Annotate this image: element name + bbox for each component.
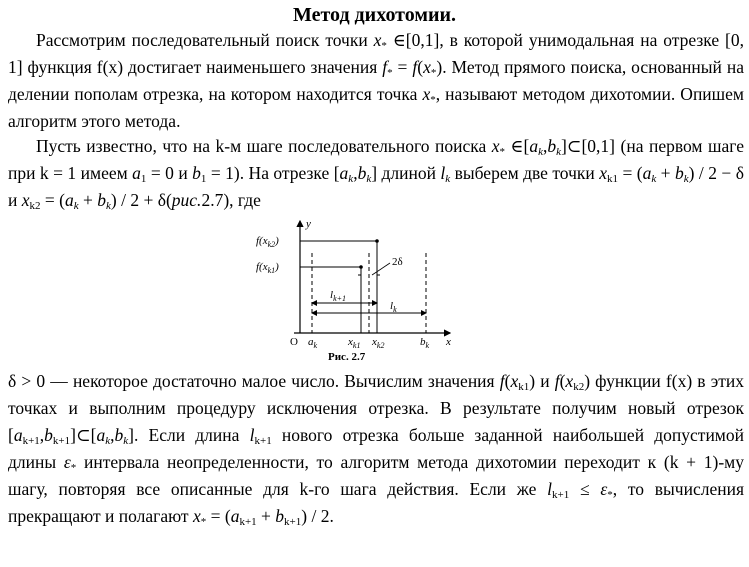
page-title: Метод дихотомии. xyxy=(292,4,457,26)
y-axis-label: y xyxy=(306,218,311,230)
xk1-label: $x_{k1}$ xyxy=(348,336,361,350)
lk1-label: $l_{k+1}$ xyxy=(330,289,347,303)
paragraph-procedure: δ > 0 — некоторое достаточно малое число. Вычислим значения $f(x_{k1})$ и $f(x_{k2})$ функции f(x) в этих точках и выполним процедуру исключения отрезка. В результате получим новый отрезок $[a_{k+1},b_{k+1}]\subset[a_k,b_k]$. Если длина $l_{k+1}$ нового отрезка больше заданной наибольшей допустимой длины $\varepsilon_*$ интервала неопределенности, то алгоритм метода дихотомии переходит к (k + 1)-му шагу, повторяя все описанные для k-го шага действия. Если же $l_{k+1} \le \varepsilon_*$, то вычисления прекращают и полагают $x_* = (a_{k+1} + b_{k+1}) / 2$. xyxy=(8,371,745,528)
xk2-label: $x_{k2}$ xyxy=(372,336,385,350)
lk-label: $l_k$ xyxy=(390,300,397,314)
fxk1-label: $f(x_{k1})$ xyxy=(256,261,279,275)
figure-caption: Рис. 2.7 xyxy=(328,351,366,363)
paragraph-step: Пусть известно, что на k-м шаге последовательного поиска $x_*$ $\in[a_k,b_k]\subset[0,1]$ (на первом шаге при k = 1 имеем $a_1 = 0$ и $b_1 = 1$). На отрезке $[a_k,b_k]$ длиной $l_k$ выберем две точки $x_{k1} = (a_k + b_k) / 2 - \delta$ и $x_{k2} = (a_k + b_k) / 2 + \delta(рис.2.7)$, где xyxy=(8,136,744,212)
fxk2-label: $f(x_{k2})$ xyxy=(256,235,279,249)
bk-label: $b_k$ xyxy=(420,336,430,350)
two-delta-label: 2δ xyxy=(392,256,403,268)
figure-2-7 xyxy=(250,213,460,363)
paragraph-intro: Рассмотрим последовательный поиск точки $x_*$ ∈[0,1], в которой унимодальная на отрезке [0, 1] функция f(x) достигает наименьшего значения $f_* = f(x_*)$. Метод прямого поиска, основанный на делении пополам отрезка, на котором находится точка $x_*$, называют методом дихотомии. Опишем алгоритм этого метода. xyxy=(8,30,744,131)
ak-label: $a_k$ xyxy=(308,336,318,350)
origin-label: O xyxy=(290,336,298,348)
x-axis-label: x xyxy=(446,336,451,348)
